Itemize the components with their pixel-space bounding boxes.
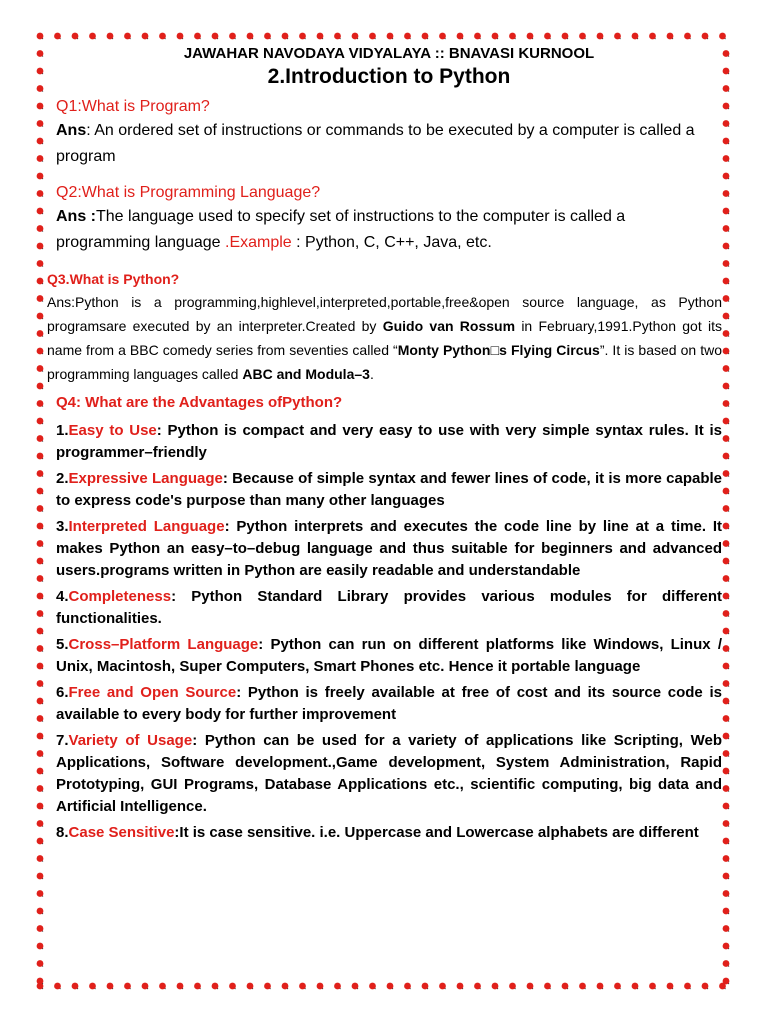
advantage-number: 4. bbox=[56, 588, 69, 605]
border-dot bbox=[54, 983, 61, 990]
border-dot bbox=[723, 295, 730, 302]
border-dot bbox=[387, 983, 394, 990]
border-dot bbox=[334, 33, 341, 40]
border-dot bbox=[723, 313, 730, 320]
border-dot bbox=[723, 365, 730, 372]
q3-series: Monty Python□s Flying Circus bbox=[397, 342, 600, 358]
advantage-text: : Python can be used for a variety of applications like Scripting, Web Applications, Software development.,Game development, System Administration, Rapid Prototyping, GUI Programs, Database Applications etc., scientific computing, big data and Artificial Intelligence. bbox=[56, 732, 722, 815]
border-dot bbox=[723, 873, 730, 880]
border-dot bbox=[723, 523, 730, 530]
border-dot bbox=[212, 983, 219, 990]
border-dot bbox=[37, 890, 44, 897]
advantage-label: Cross–Platform Language bbox=[68, 636, 259, 653]
advantage-number: 2. bbox=[56, 470, 69, 487]
border-dot bbox=[723, 978, 730, 985]
border-dot bbox=[723, 400, 730, 407]
border-dot bbox=[439, 33, 446, 40]
border-dot bbox=[37, 645, 44, 652]
border-dot bbox=[723, 855, 730, 862]
advantage-item bbox=[56, 682, 722, 726]
border-dot bbox=[37, 418, 44, 425]
question-3 bbox=[47, 268, 722, 386]
document-page bbox=[47, 44, 723, 848]
advantage-item bbox=[56, 586, 722, 630]
advantage-text: :It is case sensitive. i.e. Uppercase and Lowercase alphabets are different bbox=[174, 824, 699, 841]
border-dot bbox=[159, 983, 166, 990]
border-dot bbox=[282, 33, 289, 40]
question-3-heading: Q3.What is Python? bbox=[47, 271, 180, 287]
border-dot bbox=[579, 33, 586, 40]
border-dot bbox=[723, 243, 730, 250]
q3-lang-2: Modula–3 bbox=[305, 366, 370, 382]
advantage-number: 3. bbox=[56, 518, 69, 535]
border-dot bbox=[723, 50, 730, 57]
border-dot bbox=[37, 855, 44, 862]
border-dot bbox=[723, 663, 730, 670]
question-4 bbox=[56, 392, 722, 844]
border-dot bbox=[723, 470, 730, 477]
border-dot bbox=[667, 983, 674, 990]
advantage-number: 1. bbox=[56, 422, 69, 439]
border-dot bbox=[317, 33, 324, 40]
border-dot bbox=[544, 33, 551, 40]
question-1-answer bbox=[56, 118, 722, 170]
border-dot bbox=[37, 505, 44, 512]
q3-text-3: ”. It is based on two programming languages called bbox=[47, 342, 722, 382]
border-dot bbox=[527, 33, 534, 40]
border-dot bbox=[299, 33, 306, 40]
question-2-answer bbox=[56, 204, 722, 256]
border-dot bbox=[723, 820, 730, 827]
border-dot bbox=[723, 715, 730, 722]
border-dot bbox=[723, 803, 730, 810]
border-dot bbox=[37, 785, 44, 792]
border-dot bbox=[352, 33, 359, 40]
border-dot bbox=[723, 348, 730, 355]
border-dot bbox=[684, 983, 691, 990]
border-dot bbox=[544, 983, 551, 990]
q3-and: and bbox=[272, 366, 306, 382]
border-dot bbox=[37, 33, 44, 40]
border-dot bbox=[194, 983, 201, 990]
border-dot bbox=[37, 348, 44, 355]
advantage-label: Expressive Language bbox=[68, 470, 223, 487]
border-dot bbox=[422, 33, 429, 40]
border-dot bbox=[723, 225, 730, 232]
border-dot bbox=[37, 85, 44, 92]
advantages-list bbox=[56, 420, 722, 844]
border-dot bbox=[89, 983, 96, 990]
border-dot bbox=[37, 628, 44, 635]
advantage-label: Free and Open Source bbox=[68, 684, 237, 701]
border-dot bbox=[723, 418, 730, 425]
border-dot bbox=[37, 960, 44, 967]
border-dot bbox=[723, 593, 730, 600]
border-dot bbox=[229, 983, 236, 990]
border-dot bbox=[404, 33, 411, 40]
border-dot bbox=[723, 173, 730, 180]
border-dot bbox=[723, 680, 730, 687]
question-2-heading: Q2:What is Programming Language? bbox=[56, 184, 321, 201]
border-dot bbox=[37, 593, 44, 600]
border-dot bbox=[404, 983, 411, 990]
border-dot bbox=[124, 983, 131, 990]
border-dot bbox=[37, 733, 44, 740]
border-dot bbox=[37, 278, 44, 285]
border-dot bbox=[723, 120, 730, 127]
advantage-label: Completeness bbox=[68, 588, 172, 605]
border-dot bbox=[387, 33, 394, 40]
border-dot bbox=[37, 943, 44, 950]
border-dot bbox=[667, 33, 674, 40]
border-dot bbox=[723, 645, 730, 652]
advantage-item bbox=[56, 468, 722, 512]
border-dot bbox=[723, 540, 730, 547]
border-dot bbox=[649, 983, 656, 990]
border-dot bbox=[723, 190, 730, 197]
advantage-label: Case Sensitive bbox=[68, 824, 175, 841]
border-dot bbox=[723, 85, 730, 92]
advantage-item bbox=[56, 822, 722, 844]
border-dot bbox=[37, 155, 44, 162]
q3-text-1: Ans:Python is a programming,highlevel,interpreted,portable,free&open source language, as Python programsare executed by an interpreter.Created by bbox=[47, 294, 722, 334]
border-dot bbox=[37, 978, 44, 985]
example-label: .Example bbox=[225, 234, 292, 251]
border-dot bbox=[37, 400, 44, 407]
advantage-label: Easy to Use bbox=[68, 422, 157, 439]
border-dot bbox=[37, 925, 44, 932]
border-dot bbox=[723, 208, 730, 215]
border-dot bbox=[37, 295, 44, 302]
border-dot bbox=[54, 33, 61, 40]
border-dot bbox=[723, 260, 730, 267]
border-dot bbox=[37, 365, 44, 372]
border-dot bbox=[247, 983, 254, 990]
border-dot bbox=[352, 983, 359, 990]
border-dot bbox=[37, 260, 44, 267]
border-dot bbox=[37, 820, 44, 827]
border-dot bbox=[37, 838, 44, 845]
border-dot bbox=[89, 33, 96, 40]
border-dot bbox=[107, 983, 114, 990]
border-dot bbox=[212, 33, 219, 40]
border-dot bbox=[142, 33, 149, 40]
border-dot bbox=[37, 120, 44, 127]
advantage-text: : Python is freely available at free of cost and its source code is available to every body for further improvement bbox=[56, 684, 723, 723]
question-4-heading: Q4: What are the Advantages ofPython? bbox=[56, 394, 343, 411]
border-dot bbox=[37, 873, 44, 880]
border-dot bbox=[509, 983, 516, 990]
border-dot bbox=[723, 575, 730, 582]
border-dot bbox=[723, 890, 730, 897]
border-dot bbox=[369, 33, 376, 40]
border-dot bbox=[37, 750, 44, 757]
question-3-answer bbox=[47, 290, 722, 386]
border-dot bbox=[719, 33, 726, 40]
border-dot bbox=[457, 983, 464, 990]
border-dot bbox=[649, 33, 656, 40]
question-1-heading: Q1:What is Program? bbox=[56, 98, 210, 115]
border-dot bbox=[723, 750, 730, 757]
page-title: 2.Introduction to Python bbox=[267, 65, 511, 88]
border-dot bbox=[37, 435, 44, 442]
border-dot bbox=[107, 33, 114, 40]
border-dot bbox=[597, 33, 604, 40]
border-dot bbox=[439, 983, 446, 990]
border-dot bbox=[369, 983, 376, 990]
border-dot bbox=[723, 925, 730, 932]
border-dot bbox=[37, 208, 44, 215]
border-dot bbox=[474, 33, 481, 40]
border-dot bbox=[229, 33, 236, 40]
answer-text: : An ordered set of instructions or commands to be executed by a computer is called a program bbox=[56, 122, 695, 165]
border-dot bbox=[723, 383, 730, 390]
border-dot bbox=[37, 575, 44, 582]
advantage-text: : Python Standard Library provides various modules for different functionalities. bbox=[56, 588, 722, 627]
border-dot bbox=[723, 908, 730, 915]
border-dot bbox=[723, 103, 730, 110]
border-dot bbox=[37, 138, 44, 145]
question-2 bbox=[56, 182, 722, 256]
q3-lang-1: ABC bbox=[242, 366, 273, 382]
border-dot bbox=[527, 983, 534, 990]
border-dot bbox=[723, 558, 730, 565]
border-dot bbox=[422, 983, 429, 990]
border-dot bbox=[37, 190, 44, 197]
border-dot bbox=[723, 155, 730, 162]
border-dot bbox=[194, 33, 201, 40]
border-dot bbox=[264, 983, 271, 990]
advantage-item bbox=[56, 516, 722, 582]
border-dot bbox=[723, 838, 730, 845]
advantage-text: : Python is compact and very easy to use with very simple syntax rules. It is programmer–friendly bbox=[56, 422, 722, 461]
border-dot bbox=[37, 453, 44, 460]
border-dot bbox=[597, 983, 604, 990]
border-dot bbox=[723, 435, 730, 442]
answer-label: Ans bbox=[56, 122, 87, 139]
border-dot bbox=[723, 505, 730, 512]
border-dot bbox=[632, 33, 639, 40]
border-dot bbox=[72, 33, 79, 40]
border-dot bbox=[723, 785, 730, 792]
border-dot bbox=[723, 488, 730, 495]
border-dot bbox=[723, 278, 730, 285]
border-dot bbox=[142, 983, 149, 990]
advantage-item bbox=[56, 730, 722, 818]
border-dot bbox=[723, 733, 730, 740]
border-dot bbox=[37, 663, 44, 670]
advantage-text: : Because of simple syntax and fewer lines of code, it is more capable to express code's purpose than many other languages bbox=[56, 470, 723, 509]
border-dot bbox=[723, 68, 730, 75]
border-dot bbox=[723, 330, 730, 337]
answer-label: Ans : bbox=[56, 208, 96, 225]
advantage-number: 7. bbox=[56, 732, 69, 749]
school-name: JAWAHAR NAVODAYA VIDYALAYA :: BNAVASI KURNOOL bbox=[183, 45, 595, 62]
advantage-text: : Python interprets and executes the code line by line at a time. It makes Python an easy–to–debug language and thus suitable for beginners and advanced users.programs written in Python are easily readable and understandable bbox=[56, 518, 722, 579]
border-dot bbox=[509, 33, 516, 40]
border-dot bbox=[37, 803, 44, 810]
border-dot bbox=[562, 983, 569, 990]
border-dot bbox=[719, 983, 726, 990]
border-dot bbox=[37, 313, 44, 320]
border-dot bbox=[723, 138, 730, 145]
border-dot bbox=[614, 983, 621, 990]
border-dot bbox=[474, 983, 481, 990]
advantage-item bbox=[56, 634, 722, 678]
border-dot bbox=[562, 33, 569, 40]
answer-text: The language used to specify set of instructions to the computer is called a programming language bbox=[56, 208, 626, 251]
border-dot bbox=[37, 488, 44, 495]
border-dot bbox=[317, 983, 324, 990]
border-dot bbox=[457, 33, 464, 40]
advantage-label: Variety of Usage bbox=[68, 732, 193, 749]
border-dot bbox=[124, 33, 131, 40]
border-dot bbox=[723, 698, 730, 705]
border-dot bbox=[684, 33, 691, 40]
border-dot bbox=[177, 33, 184, 40]
border-dot bbox=[37, 698, 44, 705]
border-dot bbox=[264, 33, 271, 40]
border-dot bbox=[37, 470, 44, 477]
border-dot bbox=[282, 983, 289, 990]
border-dot bbox=[723, 453, 730, 460]
border-dot bbox=[177, 983, 184, 990]
border-dot bbox=[614, 33, 621, 40]
advantage-text: : Python can run on different platforms like Windows, Linux / Unix, Macintosh, Super Computers, Smart Phones etc. Hence it portable language bbox=[56, 636, 722, 675]
border-dot bbox=[632, 983, 639, 990]
border-dot bbox=[299, 983, 306, 990]
advantage-number: 8. bbox=[56, 824, 69, 841]
border-dot bbox=[37, 50, 44, 57]
q3-text-4: . bbox=[369, 366, 374, 382]
border-dot bbox=[37, 68, 44, 75]
border-dot bbox=[37, 383, 44, 390]
border-dot bbox=[37, 523, 44, 530]
border-dot bbox=[247, 33, 254, 40]
example-text: : Python, C, C++, Java, etc. bbox=[291, 234, 492, 251]
border-dot bbox=[492, 33, 499, 40]
q3-text-2: in February,1991.Python got its name from a BBC comedy series from seventies called “ bbox=[47, 318, 722, 358]
question-1 bbox=[56, 96, 722, 170]
border-dot bbox=[723, 960, 730, 967]
border-dot bbox=[579, 983, 586, 990]
border-dot bbox=[37, 225, 44, 232]
border-dot bbox=[37, 540, 44, 547]
border-dot bbox=[723, 610, 730, 617]
border-dot bbox=[37, 768, 44, 775]
border-dot bbox=[492, 983, 499, 990]
border-dot bbox=[159, 33, 166, 40]
border-dot bbox=[37, 983, 44, 990]
border-dot bbox=[37, 558, 44, 565]
border-dot bbox=[37, 680, 44, 687]
advantage-label: Interpreted Language bbox=[68, 518, 225, 535]
border-dot bbox=[37, 330, 44, 337]
border-dot bbox=[723, 628, 730, 635]
border-dot bbox=[72, 983, 79, 990]
border-dot bbox=[702, 983, 709, 990]
border-dot bbox=[37, 610, 44, 617]
advantage-number: 5. bbox=[56, 636, 69, 653]
q3-author: Guido van Rossum bbox=[382, 318, 516, 334]
border-dot bbox=[37, 173, 44, 180]
border-dot bbox=[37, 715, 44, 722]
border-dot bbox=[702, 33, 709, 40]
border-dot bbox=[334, 983, 341, 990]
border-dot bbox=[37, 243, 44, 250]
advantage-item bbox=[56, 420, 722, 464]
border-dot bbox=[37, 103, 44, 110]
border-dot bbox=[37, 908, 44, 915]
border-dot bbox=[723, 943, 730, 950]
advantage-number: 6. bbox=[56, 684, 69, 701]
border-dot bbox=[723, 768, 730, 775]
